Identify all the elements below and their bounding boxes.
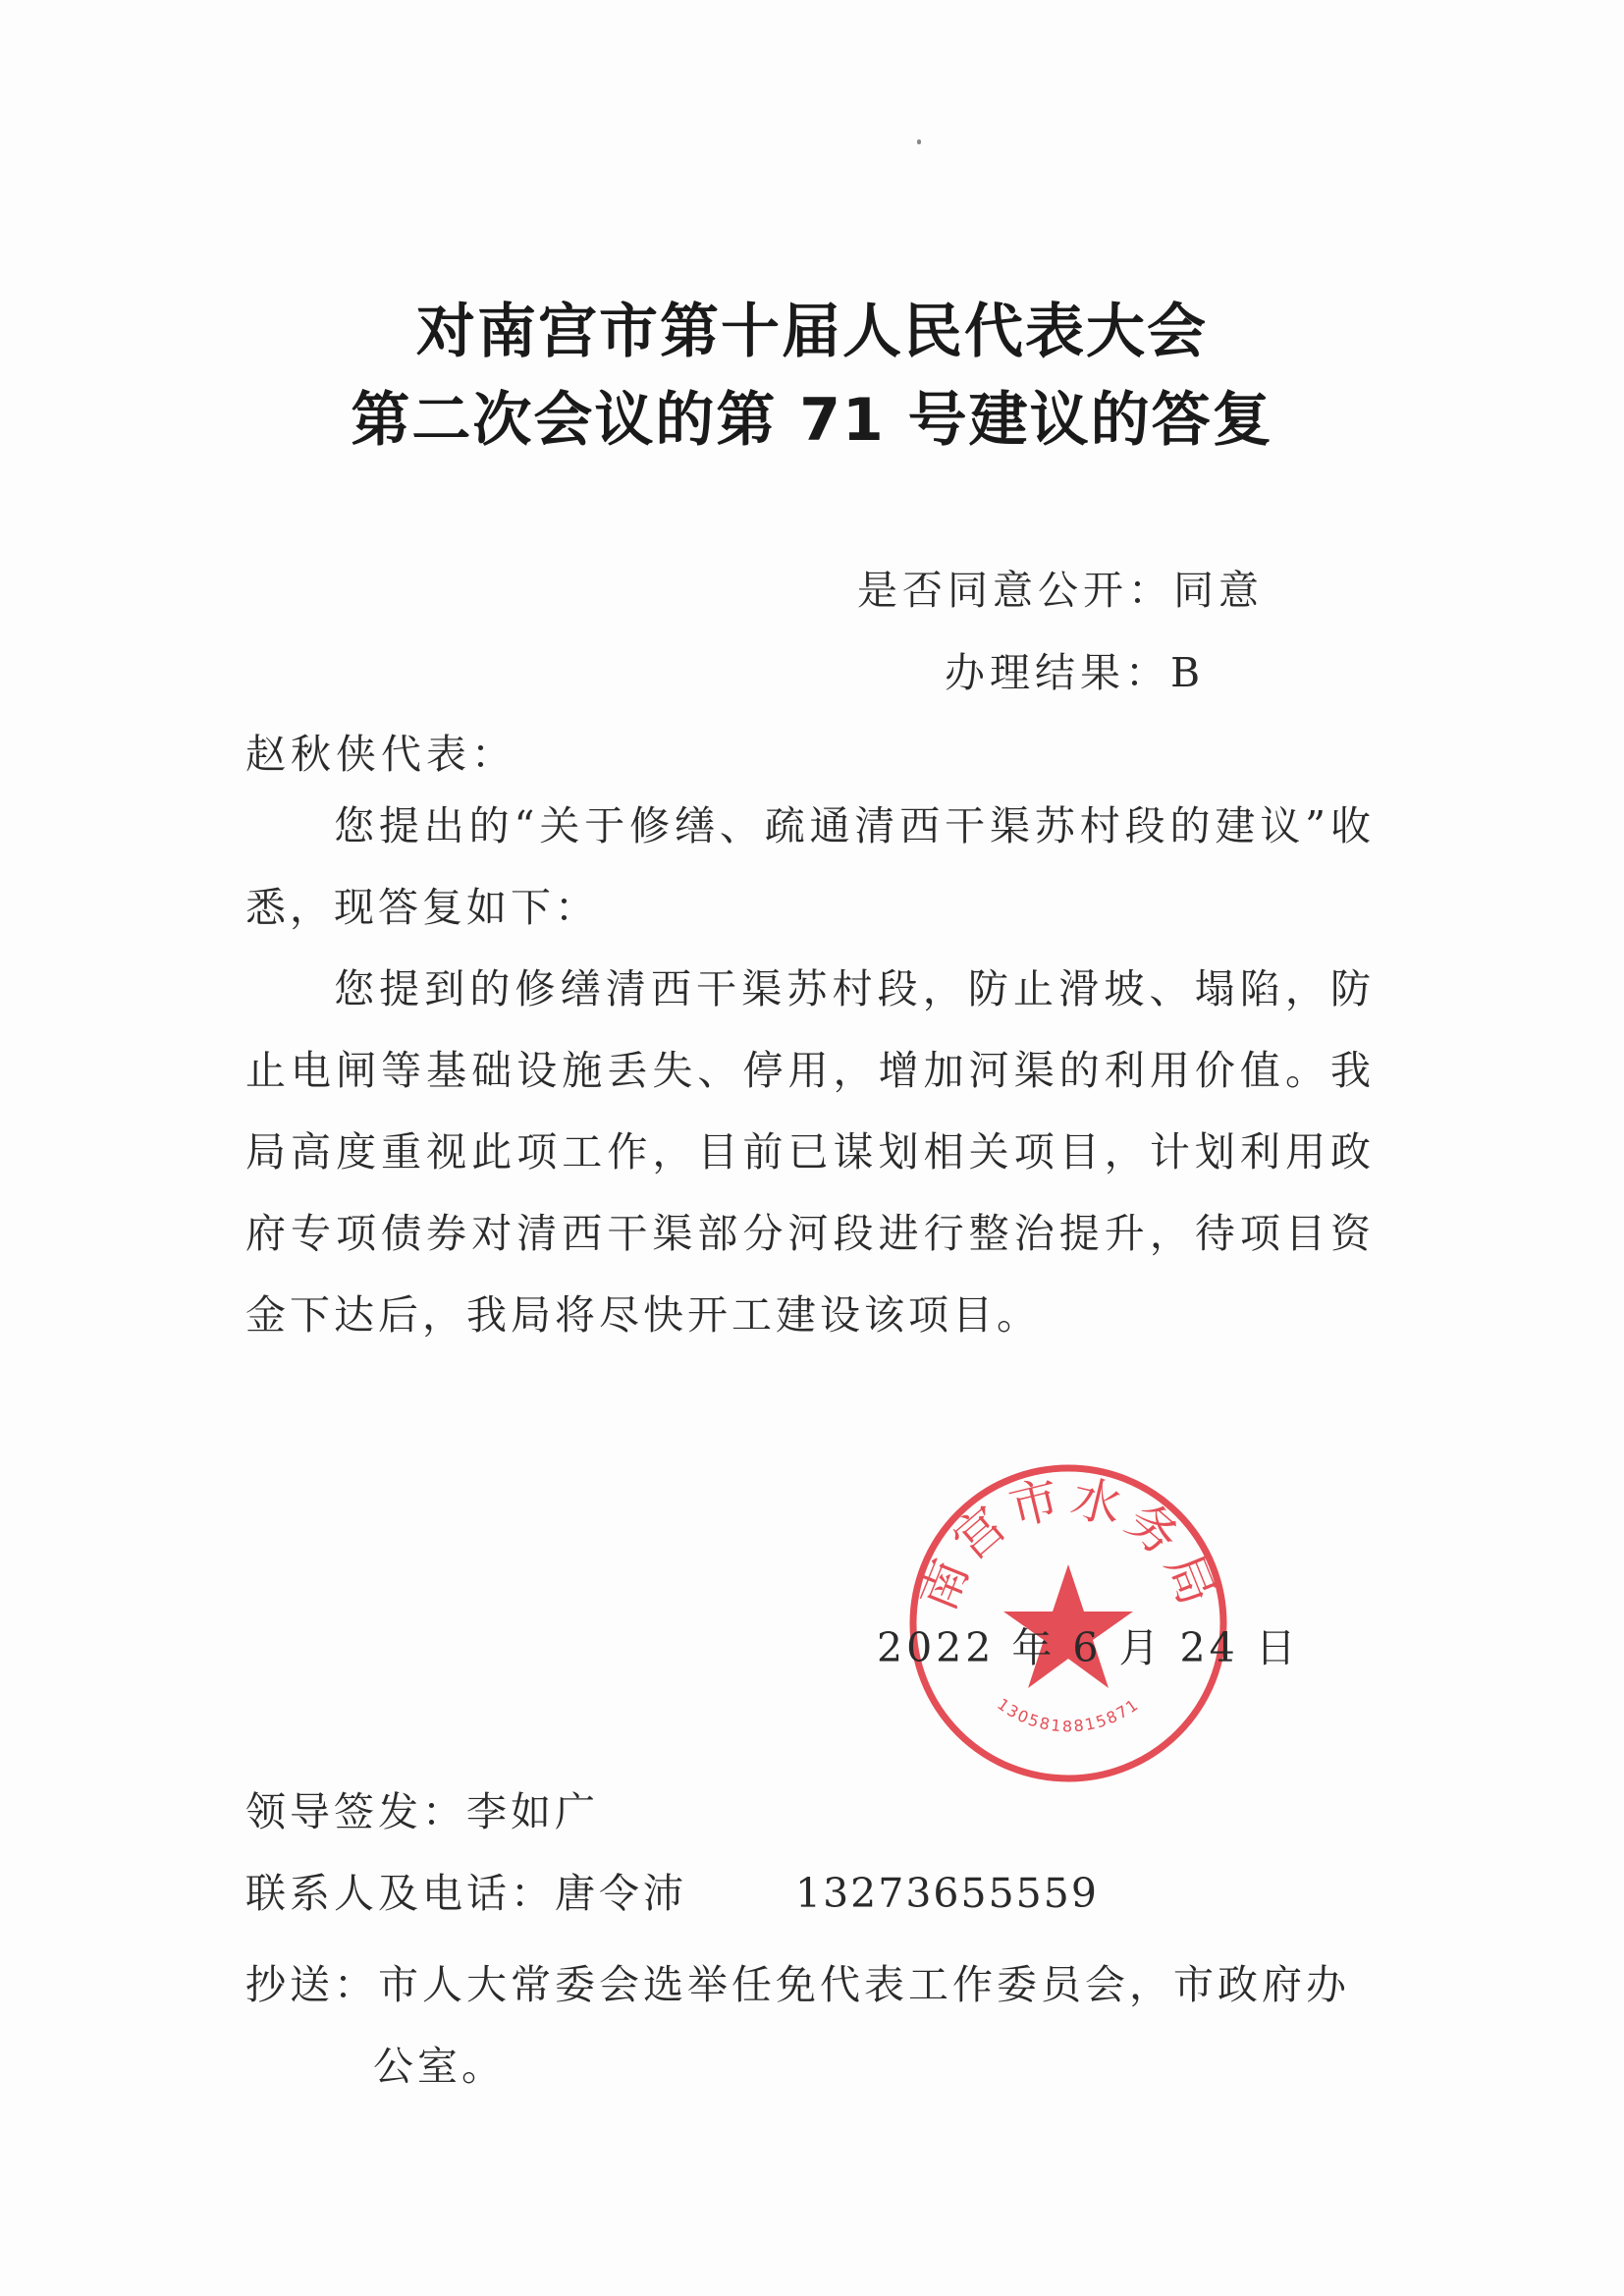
- salutation: 赵秋侠代表：: [245, 731, 516, 778]
- handling-result-label: 办理结果：B: [945, 649, 1206, 696]
- seal-code: 1305818815871: [994, 1694, 1143, 1736]
- contact-label: 联系人及电话：唐令沛: [245, 1870, 687, 1917]
- body-paragraph-2: 您提到的修缮清西干渠苏村段，防止滑坡、塌陷，防止电闸等基础设施丢失、停用，增加河渠的利用价值。我局高度重视此项工作，目前已谋划相关项目，计划利用政府专项债券对清西干渠部分河段进行整治提升，待项目资金下达后，我局将尽快开工建设该项目。: [245, 965, 1375, 1339]
- svg-text:1305818815871: [994, 1695, 1143, 1736]
- document-title-line2: 第二次会议的第 71 号建议的答复: [351, 386, 1273, 455]
- cc-line: [245, 1944, 1375, 2107]
- contact-phone: 13273655559: [795, 1870, 1099, 1917]
- cc-label: 抄送：: [245, 1961, 378, 2008]
- body-paragraph-1: 您提出的“关于修缮、疏通清西干渠苏村段的建议”收悉，现答复如下：: [245, 802, 1375, 931]
- cc-text: 市人大常委会选举任免代表工作委员会，市政府办公室。: [373, 1961, 1350, 2090]
- leader-sign: 领导签发：李如广: [245, 1788, 599, 1835]
- contact-line: [245, 1861, 1099, 1919]
- seal-text: 南宫市水务局: [908, 1468, 1228, 1618]
- document-title-line1: 对南宫市第十届人民代表大会: [416, 298, 1208, 366]
- document-date: 2022 年 6 月 24 日: [877, 1624, 1300, 1671]
- public-disclosure-label: 是否同意公开：同意: [857, 567, 1264, 614]
- scan-speck: [917, 139, 921, 144]
